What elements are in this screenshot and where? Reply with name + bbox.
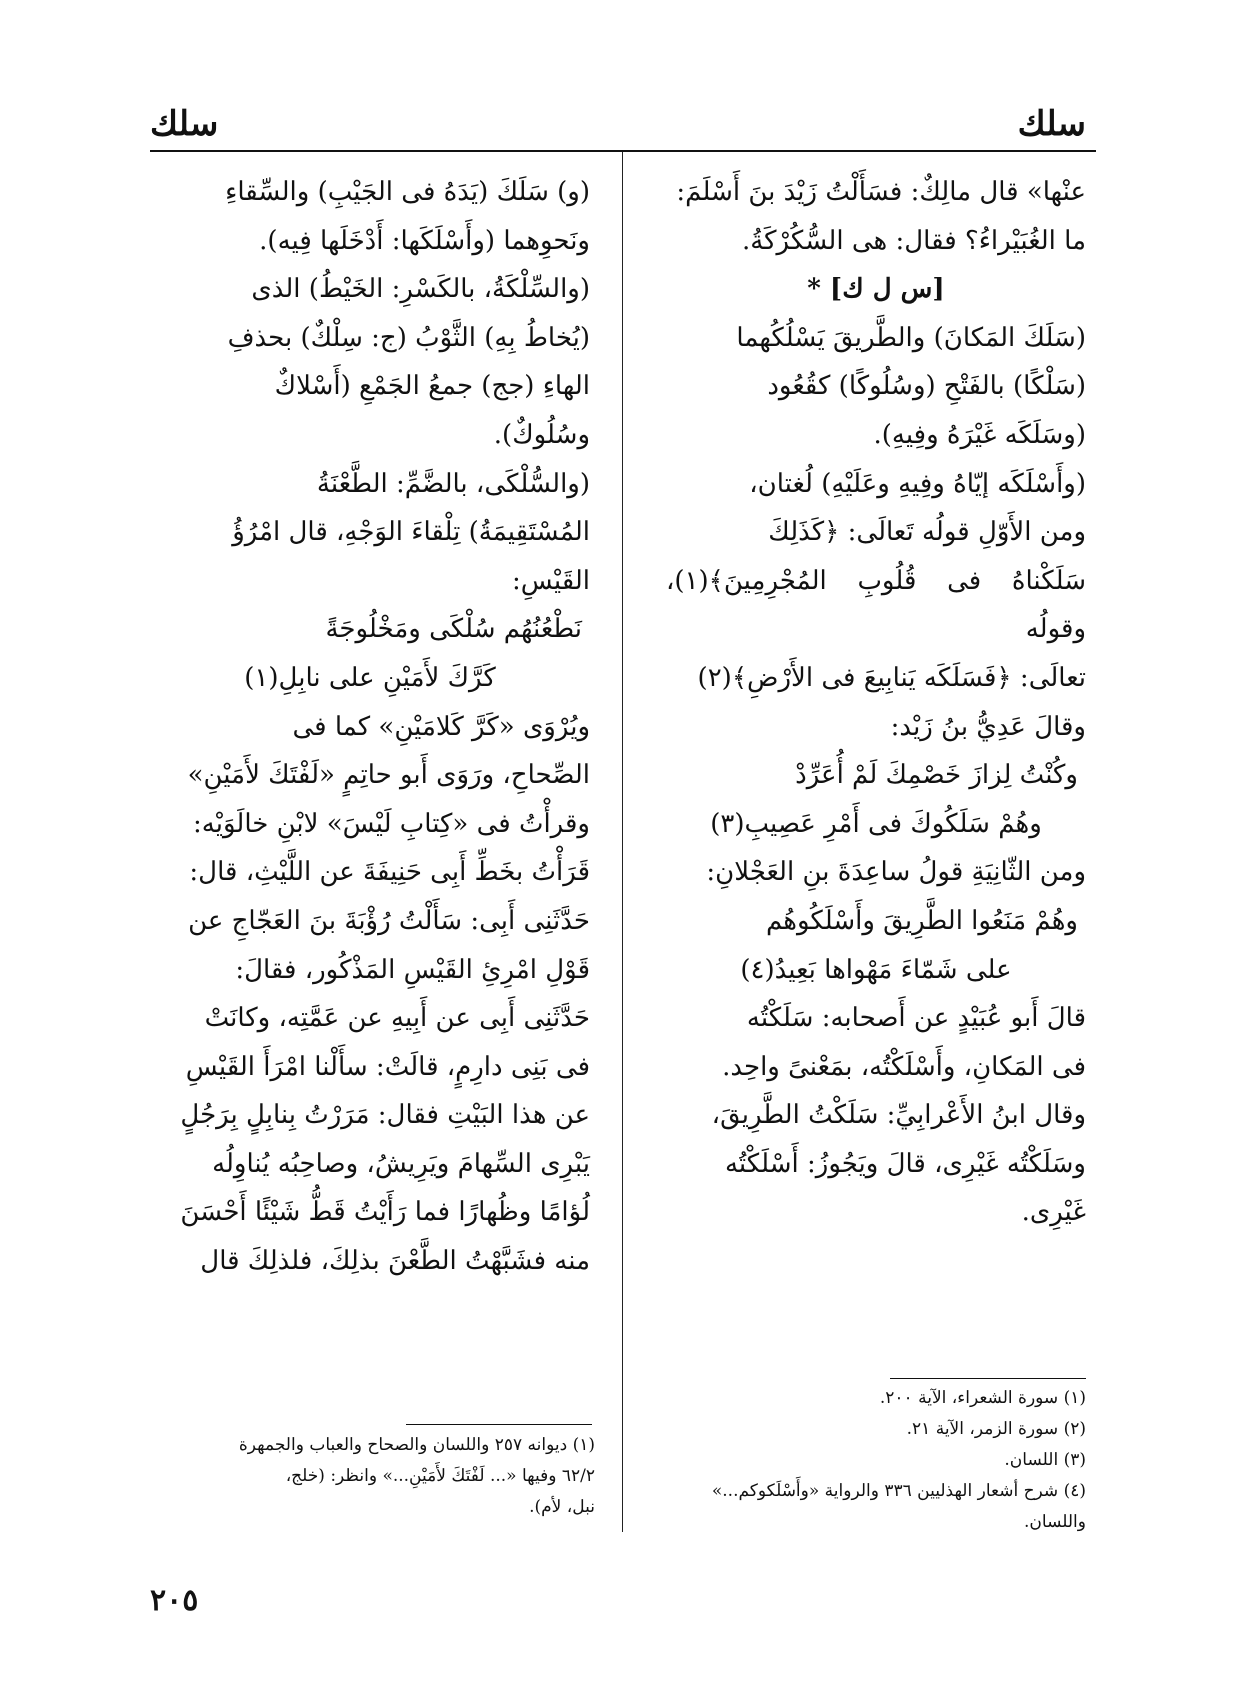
text-line: (والسُّلْكَى، بالضَّمِّ: الطَّعْنَةُ (316, 468, 590, 499)
text-line: قَرَأْتُ بخَطِّ أَبِى حَنِيفَةَ عن اللَّيْثِ، قال: (189, 857, 590, 888)
text-line: (وأَسْلَكَه إيّاهُ وفِيهِ وعَلَيْهِ) لُغتان، (749, 468, 1086, 499)
text-line: حَدَّثَنِى أَبِى عن أَبِيهِ عن عَمَّتِه، وكانَتْ (204, 1003, 590, 1034)
text-line: يَبْرِى السِّهامَ ويَرِيشُ، وصاحِبُه يُناوِلُه (212, 1148, 590, 1179)
text-line: (والسِّلْكَةُ، بالكَسْرِ: الخَيْطُ) الذى (251, 274, 590, 305)
text-line: فى بَنِى دارِمٍ، قالَتْ: سأَلْنا امْرَأَ القَيْسِ (185, 1051, 590, 1082)
text-line: وقال ابنُ الأَعْرابِيِّ: سَلَكْتُ الطَّرِيقَ، (711, 1100, 1086, 1131)
footnote: نبل، لأم). (529, 1497, 595, 1517)
running-header-right: سلك (1017, 104, 1086, 144)
text-line: عن هذا البَيْتِ فقال: مَرَرْتُ بِنابِلٍ بِرَجُلٍ (180, 1100, 590, 1131)
text-line: قالَ أَبو عُبَيْدٍ عن أَصحابه: سَلَكْتُه (746, 1003, 1086, 1034)
left-column (150, 168, 590, 1286)
text-line: (يُخاطُ بِهِ) الثَّوْبُ (ج: سِلْكٌ) بحذفِ (227, 322, 590, 353)
footnote: (١) ديوانه ٢٥٧ واللسان والصحاح والعباب والجمهرة (238, 1435, 595, 1455)
text-line: ويُرْوَى «كَرَّ كَلامَيْنِ» كما فى (292, 711, 590, 742)
header-rule (150, 150, 1096, 152)
text-line: فى المَكانِ، وأَسْلَكْتُه، بمَعْنىً واحِد. (722, 1051, 1086, 1082)
text-line: لُؤامًا وظُهارًا فما رَأَيْتُ قَطُّ شَيْئًا أَحْسَنَ (180, 1197, 590, 1228)
footnote-rule-right (890, 1378, 1086, 1379)
text-line: (وسَلَكَه غَيْرَهُ وفِيهِ). (873, 419, 1086, 450)
verse-line: كَرَّكَ لأَمَيْنِ على نابِلِ(١) (244, 662, 496, 693)
text-line: (و) سَلَكَ (يَدَهُ فى الجَيْبِ) والسِّقاءِ (225, 177, 590, 207)
text-line: ومن الأَوّلِ قولُه تَعالَى: ﴿كَذَلِكَ (768, 517, 1086, 548)
text-line: المُسْتَقِيمَةُ) تِلْقاءَ الوَجْهِ، قال امْرُؤُ (232, 517, 590, 548)
footnotes-right (646, 1383, 1086, 1538)
text-line: ما الغُبَيْراءُ؟ فقال: هى السُّكُرْكَةُ. (741, 225, 1086, 256)
footnote: (٤) شرح أشعار الهذليين ٣٣٦ والرواية «وأَسْلَكوكم...» (711, 1481, 1086, 1501)
footnote: (١) سورة الشعراء، الآية ٢٠٠. (879, 1388, 1086, 1408)
entry-heading: [س ل ك] * (807, 274, 945, 305)
verse-line: وكُنْتُ لِزازَ خَصْمِكَ لَمْ أُعَرِّدْ (795, 760, 1078, 791)
column-divider (622, 152, 623, 1532)
verse-line: وهُمْ سَلَكُوكَ فى أَمْرِ عَصِيبِ(٣) (710, 808, 1042, 839)
text-line: عنْها» قال مالِكٌ: فسَأَلْتُ زَيْدَ بنَ أَسْلَمَ: (676, 177, 1086, 207)
text-line: منه فشَبَّهْتُ الطَّعْنَ بذلِكَ، فلذلِكَ قال (200, 1246, 590, 1277)
text-line: وسُلُوكٌ). (493, 419, 590, 450)
text-line: حَدَّثَنِى أَبِى: سَأَلْتُ رُؤْبَةَ بنَ العَجّاجِ عن (188, 905, 590, 936)
text-line: قَوْلِ امْرِئِ القَيْسِ المَذْكُور، فقالَ: (235, 954, 590, 985)
text-line: وقالَ عَدِيُّ بنُ زَيْد: (890, 711, 1086, 742)
text-line: (سَلَكَ المَكانَ) والطَّريقَ يَسْلُكُهما (736, 322, 1086, 353)
footnote: (٣) اللسان. (1004, 1450, 1086, 1470)
footnote: واللسان. (1024, 1512, 1086, 1532)
text-line: الصِّحاحِ، ورَوَى أَبو حاتِمٍ «لَفْتَكَ لأَمَيْنِ» (187, 760, 590, 791)
text-line: (سَلْكًا) بالفَتْحِ (وسُلُوكًا) كقُعُود (767, 371, 1086, 402)
text-line: سَلَكْناهُ فى قُلُوبِ المُجْرِمِينَ﴾(١)، وقولُه (666, 565, 1086, 645)
verse-line: نَطْعُنُهُم سُلْكَى ومَخْلُوجَةً (325, 614, 582, 645)
text-line: ونَحوِهما (وأَسْلَكَها: أَدْخَلَها فِيه). (259, 225, 590, 256)
footnote: ٦٢/٢ وفيها «... لَفْتَكَ لأَمَيْنِ...» وانظر: (خلج، (285, 1466, 595, 1486)
right-column (666, 168, 1086, 1237)
footnote-rule-left (406, 1424, 592, 1425)
text-line: تعالَى: ﴿فَسَلَكَه يَنابِيعَ فى الأَرْضِ﴾(٢) (697, 662, 1086, 693)
footnote: (٢) سورة الزمر، الآية ٢١. (906, 1419, 1086, 1439)
text-line: الهاءِ (جج) جمعُ الجَمْعِ (أَسْلاكٌ (274, 371, 590, 402)
text-line: غَيْرِى. (1021, 1197, 1086, 1228)
footnotes-left (150, 1430, 595, 1523)
text-line: وقرأْتُ فى «كِتابِ لَيْسَ» لابْنِ خالَوَيْه: (193, 808, 590, 839)
page-number: ٢٠٥ (150, 1583, 199, 1618)
text-line: القَيْسِ: (511, 565, 590, 596)
verse-line: وهُمْ مَنَعُوا الطَّرِيقَ وأَسْلَكُوهُم (765, 905, 1078, 936)
text-line: وسَلَكْتُه غَيْرِى، قالَ ويَجُوزُ: أَسْلَكْتُه (724, 1148, 1086, 1179)
running-header-left: سلك (150, 104, 219, 144)
text-line: ومن الثّانِيَةِ قولُ ساعِدَةَ بنِ العَجْلانِ: (706, 857, 1086, 888)
verse-line: على شَمّاءَ مَهْواها بَعِيدُ(٤) (740, 954, 1012, 985)
